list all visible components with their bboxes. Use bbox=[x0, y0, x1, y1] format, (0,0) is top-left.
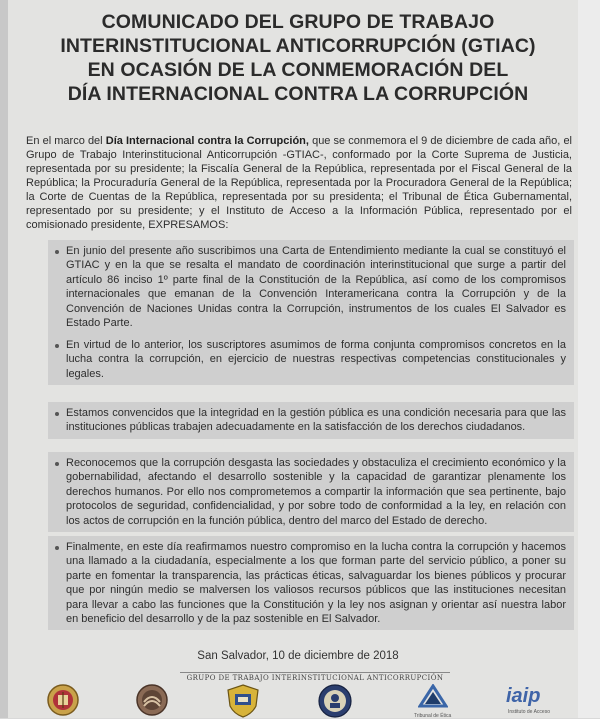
bullet-icon bbox=[55, 344, 59, 348]
page-gutter bbox=[0, 0, 8, 718]
statement-box-2 bbox=[48, 334, 574, 385]
place-and-date: San Salvador, 10 de diciembre de 2018 bbox=[197, 650, 399, 662]
audit-court-badge-icon bbox=[226, 684, 260, 718]
adjacent-page-edge bbox=[578, 0, 600, 718]
supreme-court-seal-icon bbox=[46, 684, 80, 716]
anticorruption-communique bbox=[18, 4, 578, 719]
bullet-icon bbox=[55, 546, 59, 550]
attorney-general-seal-icon bbox=[136, 684, 168, 716]
statement-text: En virtud de lo anterior, los suscriptores asumimos de forma conjunta compromisos concretos en la lucha contra la corrupción, en ejercicio de nuestras respectivas competencias constitucionales y legales. bbox=[66, 339, 566, 380]
statement-box-1 bbox=[48, 240, 574, 334]
bullet-icon bbox=[55, 250, 59, 254]
iaip-wordmark: iaip bbox=[506, 685, 541, 707]
statement-text: Estamos convencidos que la integridad en la gestión pública es una condición necesaria para que las instituciones públicas trabajen adecuadamente en la satisfacción de los derechos ciudadanos. bbox=[66, 407, 566, 434]
statement-text: Finalmente, en este día reafirmamos nuestro compromiso en la lucha contra la corrupción y hacemos una llamado a la ciudadanía, especialmente a los que forman parte del servicio público, a poner su parte en fomentar la transparencia, las prácticas éticas, salvaguardar los bienes públicos y procurar que por ningún medio se malversen los valiosos recursos públicos que las instituciones necesitan para llevar a cabo las funciones que la Constitución y la ley nos asignan y orientar así nuestra labor en beneficio del desarrollo y de la paz sostenible en El Salvador. bbox=[66, 541, 566, 626]
headline-line-3: EN OCASIÓN DE LA CONMEMORACIÓN DEL bbox=[87, 59, 509, 81]
statement-box-5 bbox=[48, 536, 574, 630]
statement-box-4 bbox=[48, 452, 574, 532]
statement-text: En junio del presente año suscribimos una Carta de Entendimiento mediante la cual se constituyó el GTIAC y en la que se resalta el mandato de coordinación interinstitucional que surge a partir del artículo 86 inciso 1º parte final de la Constitución de la República, así como de los compromisos internacionales que emanan de la Convención Interamericana contra la Corrupción y de la Convención de Naciones Unidas contra la Corrupción, instrumentos de los cuales El Salvador es Estado Parte. bbox=[66, 245, 566, 330]
headline-line-4: DÍA INTERNACIONAL CONTRA LA CORRUPCIÓN bbox=[67, 83, 529, 105]
ethics-tribunal-caption: Tribunal de Ética bbox=[414, 713, 452, 719]
bullet-icon bbox=[55, 462, 59, 466]
intro-lead: En el marco del bbox=[26, 135, 106, 147]
footer-group-title: GRUPO DE TRABAJO INTERINSTITUCIONAL ANTICORRUPCIÓN bbox=[180, 672, 450, 682]
intro-rest: que se conmemora el 9 de diciembre de cada año, el Grupo de Trabajo Interinstitucional Anticorrupción -GTIAC-, conformado por la Corte Suprema de Justicia, representada por su presidente; la Fiscalía General de la República, representada por el Fiscal General de la República; la Procuraduría General de la República, representada por la Procuradora General de la República; la Corte de Cuentas de la República, representada por su presidenta; el Tribunal de Ética Gubernamental, representado por su presidente; y el Instituto de Acceso a la Información Pública, representado por el comisionado presidente, EXPRESAMOS: bbox=[26, 135, 573, 231]
headline bbox=[18, 10, 578, 106]
intro-paragraph bbox=[26, 134, 572, 232]
ethics-tribunal-logo-icon bbox=[418, 684, 448, 712]
headline-line-1: COMUNICADO DEL GRUPO DE TRABAJO bbox=[101, 11, 495, 33]
iaip-logo-icon bbox=[506, 686, 540, 706]
intro-highlight: Día Internacional contra la Corrupción, bbox=[105, 135, 309, 147]
headline-line-2: INTERINSTITUCIONAL ANTICORRUPCIÓN (GTIAC) bbox=[60, 35, 536, 57]
bullet-icon bbox=[55, 412, 59, 416]
statement-box-3 bbox=[48, 402, 574, 439]
attorney-office-seal-icon bbox=[318, 684, 352, 718]
iaip-caption: Instituto de Acceso bbox=[508, 709, 550, 715]
statement-text: Reconocemos que la corrupción desgasta las sociedades y obstaculiza el crecimiento económico y la gobernabilidad, afectando el desarrollo sostenible y la capacidad de garantizar plenamente los derechos humanos. Por ello nos comprometemos a compartir la información que sea pertinente, bajo protocolos de seguridad, confidencialidad, y por sobre todo de conformidad a la ley, en relación con los actos de corrupción en la función pública, dentro del marco del Estado de derecho. bbox=[66, 457, 566, 527]
